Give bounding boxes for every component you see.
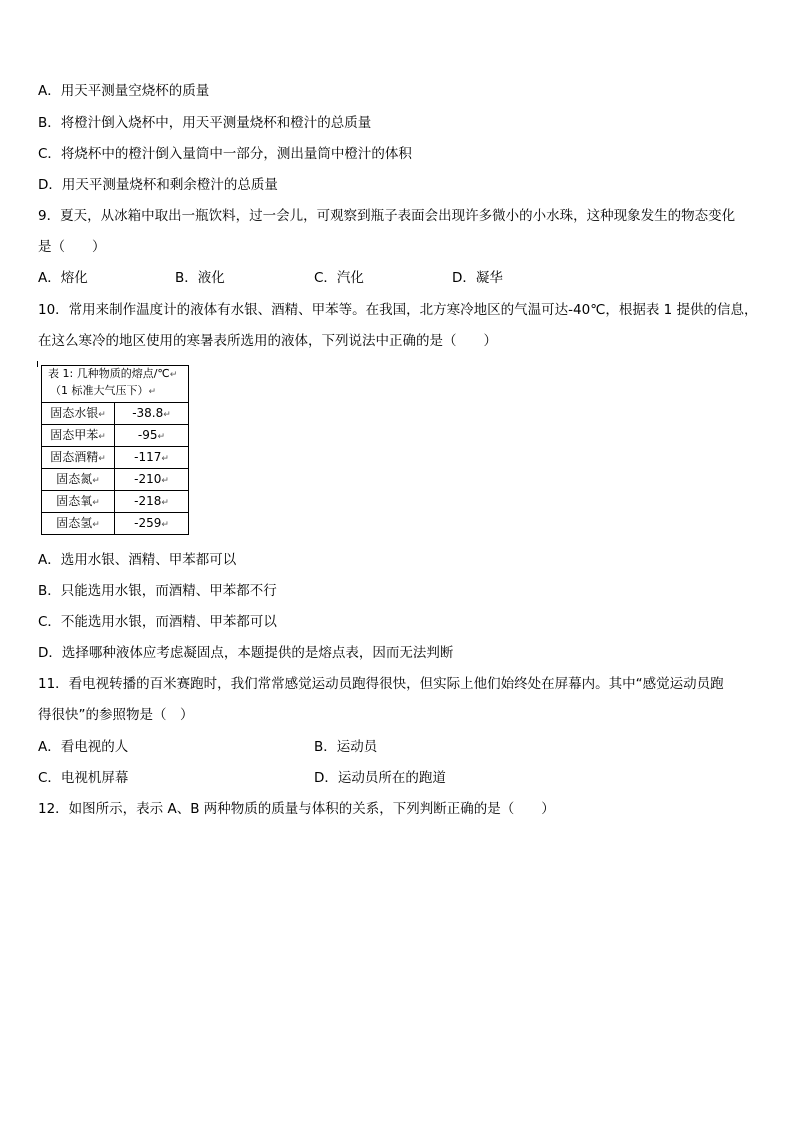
substance-name: 固态酒精 [50, 450, 99, 464]
q10-option-d: D．选择哪种液体应考虑凝固点，本题提供的是熔点表，因而无法判断 [38, 645, 454, 661]
q10-stem-line2: 在这么寒冷的地区使用的寒暑表所选用的液体，下列说法中正确的是（ ） [38, 333, 497, 349]
melting-point-value: -210 [134, 472, 162, 486]
q10-option-a: A．选用水银、酒精、甲苯都可以 [38, 552, 237, 568]
melting-point-value: -259 [134, 516, 162, 530]
q9-option-d: D．凝华 [452, 270, 503, 286]
substance-name: 固态氢 [56, 516, 93, 530]
melting-point-table [41, 365, 189, 535]
table-row: 固态酒精↵ -117↵ [42, 447, 188, 469]
q11-option-d: D．运动员所在的跑道 [314, 770, 446, 786]
melting-point-value: -218 [134, 494, 162, 508]
q8-option-b: B．将橙汁倒入烧杯中，用天平测量烧杯和橙汁的总质量 [38, 115, 372, 131]
table-row: 固态氢↵ -259↵ [42, 513, 188, 534]
table-row: 固态氮↵ -210↵ [42, 469, 188, 491]
melting-point-value: -117 [134, 450, 162, 464]
q11-option-b: B．运动员 [314, 739, 378, 755]
table-row: 固态甲苯↵ -95↵ [42, 425, 188, 447]
q8-option-a: A．用天平测量空烧杯的质量 [38, 83, 210, 99]
q11-stem-line1: 11．看电视转播的百米赛跑时，我们常常感觉运动员跑得很快，但实际上他们始终处在屏幕内。其中“感觉运动员跑 [38, 676, 724, 692]
q9-stem-line2: 是（ ） [38, 239, 106, 255]
q8-option-d: D．用天平测量烧杯和剩余橙汁的总质量 [38, 177, 278, 193]
q9-stem-line1: 9．夏天，从冰箱中取出一瓶饮料，过一会儿，可观察到瓶子表面会出现许多微小的小水珠，这种现象发生的物态变化 [38, 208, 736, 224]
melting-point-value: -95 [137, 428, 158, 442]
q8-option-c: C．将烧杯中的橙汁倒入量筒中一部分，测出量筒中橙汁的体积 [38, 146, 412, 162]
q12-stem-line1: 12．如图所示，表示 A、B 两种物质的质量与体积的关系，下列判断正确的是（ ） [38, 801, 555, 817]
table-row: 固态水银↵ -38.8↵ [42, 403, 188, 425]
substance-name: 固态水银 [50, 406, 99, 420]
table-row: 固态氧↵ -218↵ [42, 491, 188, 513]
q9-option-b: B．液化 [175, 270, 225, 286]
q11-stem-line2: 得很快”的参照物是（ ） [38, 707, 194, 723]
q10-option-b: B．只能选用水银，而酒精、甲苯都不行 [38, 583, 277, 599]
substance-name: 固态氮 [56, 472, 93, 486]
q10-option-c: C．不能选用水银，而酒精、甲苯都可以 [38, 614, 277, 630]
table-caption [42, 366, 188, 403]
q10-stem-line1: 10．常用来制作温度计的液体有水银、酒精、甲苯等。在我国，北方寒冷地区的气温可达-40℃，根据表 1 提供的信息， [38, 302, 758, 318]
table-caption-line2: （1 标准大气压下）↵ [50, 384, 157, 397]
substance-name: 固态甲苯 [50, 428, 99, 442]
q11-option-c: C．电视机屏幕 [38, 770, 129, 786]
q11-option-a: A．看电视的人 [38, 739, 129, 755]
q9-option-a: A．熔化 [38, 270, 88, 286]
substance-name: 固态氧 [56, 494, 93, 508]
table-corner-mark [37, 361, 38, 367]
q9-option-c: C．汽化 [314, 270, 364, 286]
table-caption-line1: 表 1: 几种物质的熔点/℃↵ [48, 367, 178, 380]
melting-point-value: -38.8 [132, 406, 164, 420]
